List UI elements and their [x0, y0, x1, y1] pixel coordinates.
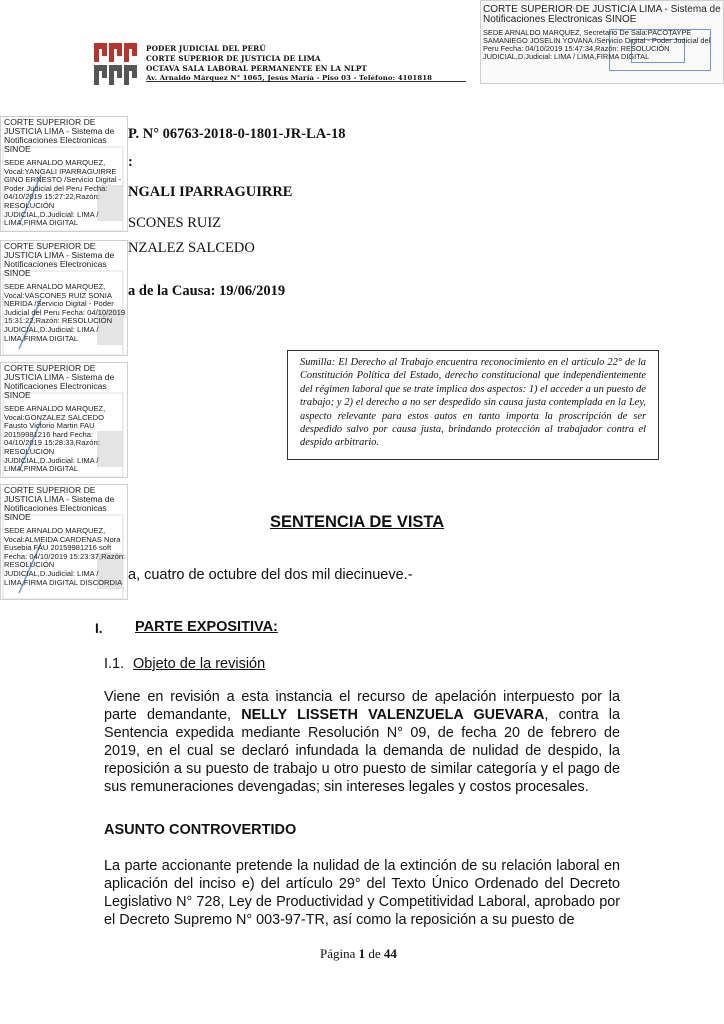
vocal-3: NZALEZ SALCEDO [128, 240, 255, 256]
top-digital-signature [480, 0, 724, 84]
sumilla-text: Sumilla: El Derecho al Trabajo encuentra reconocimiento en el artículo 22° de la Constitución Política del Estado, derecho constitucional que independientemente del régimen laboral que se trate implica dos aspectos: 1) el acceder a un puesto de trabajo; y 2) el derecho a no ser despedido sin causa justa contemplada en la Ley, aspecto relevante para estos autos en tanto importa la proscripción de ser despedido salvo por causa justa, brindando protección al trabajador contra el despido arbitrario. [300, 357, 646, 449]
case-number: P. N° 06763-2018-0-1801-JR-LA-18 [128, 126, 346, 142]
page-footer [320, 946, 397, 962]
date-line: a, cuatro de octubre del dos mil diecinueve.- [128, 567, 413, 583]
signature-title: CORTE SUPERIOR DE JUSTICIA LIMA - Sistema de Notificaciones Electronicas SINOE [4, 363, 115, 400]
header-chamber: OCTAVA SALA LABORAL PERMANENTE EN LA NLPT [146, 64, 367, 73]
paragraph-text: Viene en revisión a esta instancia el recurso de apelación interpuesto por la parte demandante, [104, 689, 620, 723]
signature-title: CORTE SUPERIOR DE JUSTICIA LIMA - Sistema de Notificaciones Electronicas SINOE [4, 485, 115, 522]
paragraph-review [104, 688, 620, 796]
signature-stamp-1 [0, 116, 128, 232]
sumilla-box [287, 350, 659, 460]
signature-title: CORTE SUPERIOR DE JUSTICIA LIMA - Sistema de Notificaciones Electronicas SINOE [4, 117, 115, 154]
heading-asunto: ASUNTO CONTROVERTIDO [104, 822, 297, 838]
party-name: NELLY LISSETH VALENZUELA GUEVARA [241, 707, 545, 723]
document-title: SENTENCIA DE VISTA [270, 513, 445, 531]
vocal-2: SCONES RUIZ [128, 215, 222, 231]
signature-details: SEDE ARNALDO MARQUEZ, Vocal:YANGALI IPARRAGUIRRE GINO ERNESTO /Servicio Digital - Poder Judicial del Peru Fecha: 04/10/2019 15:27:22,Razón: RESOLUCIÓN JUDICIAL,D.Judicial: LIMA / LIMA,FIRMA DIGITAL [4, 158, 122, 228]
footer-of: de [368, 946, 381, 961]
signature-details: SEDE ARNALDO MARQUEZ, Secretario De Sala:PACOTAYPE SAMANIEGO JOSELIN YOVANA /Servicio Digital - Poder Judicial del Peru Fecha: 04/10/2019 15:47:34,Razón: RESOLUCIÓN JUDICIAL,D.Judicial: LIMA / LIMA,FIRMA DIGITAL [483, 28, 711, 61]
paragraph-asunto: La parte accionante pretende la nulidad de la extinción de su relación laboral en aplicación del inciso e) del artículo 29° del Texto Único Ordenado del Decreto Legislativo N° 728, Ley de Productividad y Competitividad Laboral, aprobado por el Decreto Supremo N° 003-97-TR, así como la reposición a su puesto de [104, 858, 620, 928]
footer-prefix: Página [320, 946, 356, 961]
paragraph-text: , contra la Sentencia expedida mediante Resolución N° 09, de fecha 20 de febrero de 2019, en el cual se declaró infundada la demanda de nulidad de despido, la reposición a su puesto de trabajo u otro puesto de similar categoría y el pago de sus remuneraciones devengadas; sin intereses legales y costos procesales. [104, 707, 621, 795]
signature-stamp-3 [0, 362, 128, 478]
header-institution: PODER JUDICIAL DEL PERÚ [146, 44, 266, 53]
signature-stamp-4 [0, 484, 128, 600]
hearing-date: a de la Causa: 19/06/2019 [128, 283, 286, 299]
case-colon: : [128, 154, 133, 170]
signature-title: CORTE SUPERIOR DE JUSTICIA LIMA - Sistema de Notificaciones Electronicas SINOE [4, 241, 115, 278]
poder-judicial-logo [94, 43, 138, 85]
page-number: 1 [358, 946, 366, 961]
signature-details: SEDE ARNALDO MARQUEZ, Vocal:GONZALEZ SALCEDO Fausto Victorio Martin FAU 20159981216 hard Fecha: 04/10/2019 15:28:33,Razón: RESOLUCIÓN JUDICIAL,D.Judicial: LIMA / LIMA,FIRMA DIGITAL [4, 404, 106, 474]
signature-details: SEDE ARNALDO MARQUEZ, Vocal:ALMEIDA CARDENAS Nora Eusebia FAU 20159981216 soft Fecha: 04/10/2019 15:23:37,Razón: RESOLUCIÓN JUDICIAL,D.Judicial: LIMA / LIMA,FIRMA DIGITAL DISCORDIA [4, 526, 126, 587]
subsection-title: Objeto de la revisión [133, 656, 266, 672]
subsection-number: I.1. [104, 656, 125, 672]
signature-title: CORTE SUPERIOR DE JUSTICIA LIMA - Sistema de Notificaciones Electronicas SINOE [483, 4, 721, 25]
signature-details: SEDE ARNALDO MARQUEZ, Vocal:VASCONES RUIZ SONIA NERIDA /Servicio Digital - Poder Judicial del Peru Fecha: 04/10/2019 15:31:22,Razón: RESOLUCIÓN JUDICIAL,D.Judicial: LIMA / LIMA,FIRMA DIGITAL [4, 282, 126, 343]
vocal-1: NGALI IPARRAGUIRRE [128, 184, 293, 200]
page-total: 44 [383, 946, 397, 961]
section-title: PARTE EXPOSITIVA: [135, 619, 278, 635]
section-number: I. [95, 621, 103, 636]
header-court: CORTE SUPERIOR DE JUSTICIA DE LIMA [146, 54, 321, 63]
signature-stamp-2 [0, 240, 128, 356]
header-address: Av. Arnaldo Márquez N° 1065, Jesús María - Piso 03 - Teléfono: 4101818 [146, 74, 433, 82]
